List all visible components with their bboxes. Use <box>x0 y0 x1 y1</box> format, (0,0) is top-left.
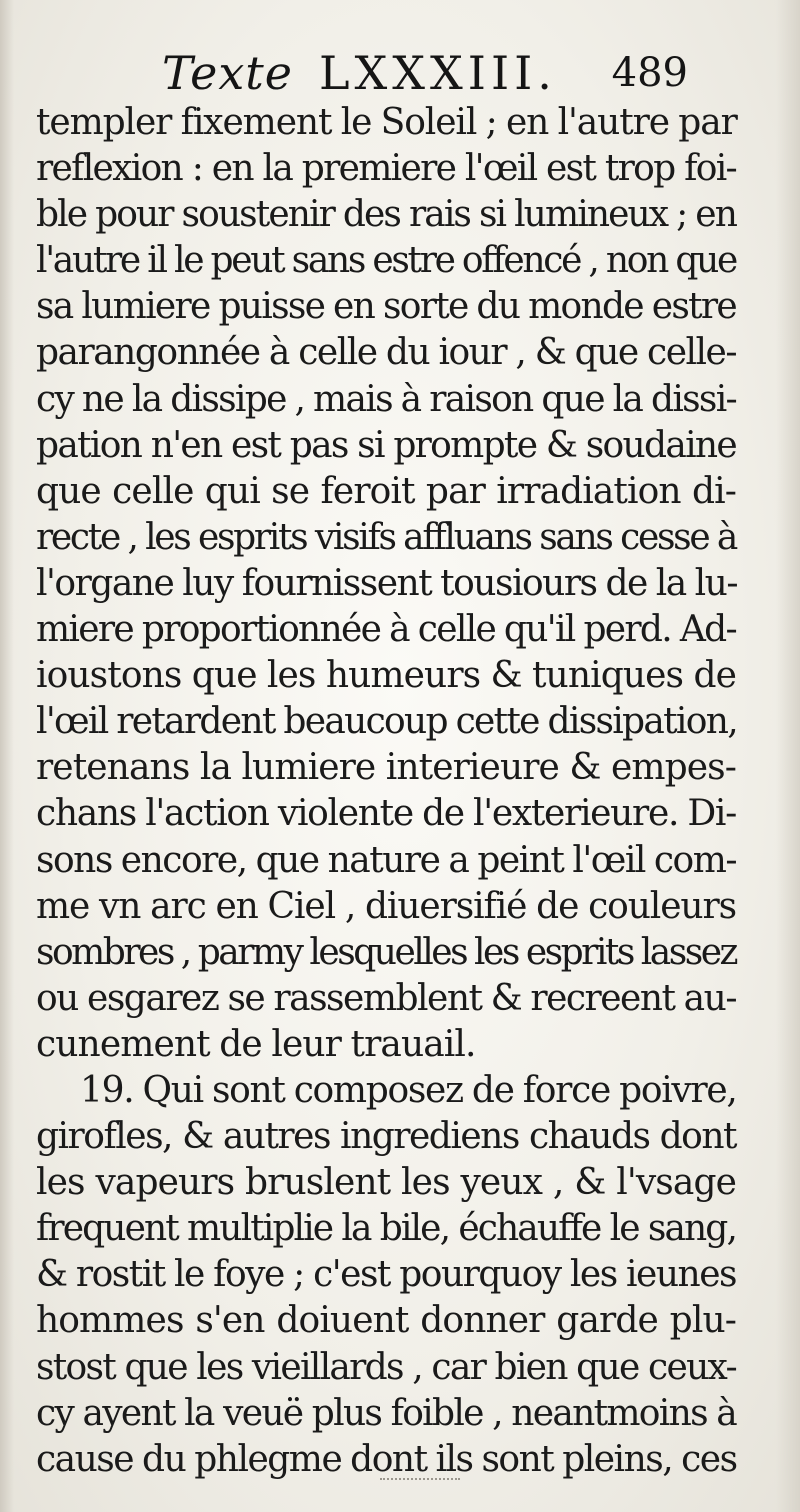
text-line: ioustons que les humeurs & tuniques de <box>36 655 736 697</box>
text-line-paragraph-end: cunement de leur trauail. <box>36 1023 476 1065</box>
text-line-note-start: 19. Qui sont composez de force poivre, <box>80 1069 737 1111</box>
text-line: l'organe luy fournissent tousiours de la lu- <box>36 562 738 604</box>
text-line: hommes s'en doiuent donner garde plu- <box>36 1300 736 1342</box>
text-line: chans l'action violente de l'exterieure. Di- <box>36 793 736 835</box>
bottom-decoration <box>380 1478 460 1486</box>
text-line: frequent multiplie la bile, échauffe le sang, <box>36 1208 736 1250</box>
body-text <box>36 100 736 1483</box>
page-edge-shadow-left <box>0 0 14 1512</box>
text-line: miere proportionnée à celle qu'il perd. Ad- <box>36 609 736 651</box>
text-line: me vn arc en Ciel , diuersifié de couleurs <box>36 885 736 927</box>
text-line: girofles, & autres ingrediens chauds dont <box>36 1116 736 1158</box>
text-line: sons encore, que nature a peint l'œil com- <box>36 839 736 881</box>
text-line: ou esgarez se rassemblent & recreent au- <box>36 977 736 1019</box>
text-line: parangonnée à celle du iour , & que celle- <box>36 332 736 374</box>
text-line: l'autre il le peut sans estre offencé , non que <box>36 240 736 282</box>
text-line: retenans la lumiere interieure & empes- <box>36 747 736 789</box>
text-line: l'œil retardent beaucoup cette dissipation, <box>36 701 737 743</box>
text-line: pation n'en est pas si prompte & soudaine <box>36 424 736 466</box>
page-number: 489 <box>611 50 688 96</box>
text-line: que celle qui se feroit par irradiation di- <box>36 470 736 512</box>
text-line: reflexion : en la premiere l'œil est trop foi- <box>36 148 736 190</box>
running-title-number: LXXXIII. <box>318 46 557 100</box>
text-line: les vapeurs bruslent les yeux , & l'vsage <box>36 1162 736 1204</box>
text-line: cause du phlegme dont ils sont pleins, ces <box>36 1438 737 1480</box>
page-edge-shadow-right <box>776 0 800 1512</box>
text-line: ble pour soustenir des rais si lumineux ; en <box>36 194 736 236</box>
text-line: stost que les vieillards , car bien que ceux- <box>36 1346 736 1388</box>
text-line: cy ne la dissipe , mais à raison que la dissi- <box>36 378 736 420</box>
text-line: cy ayent la veuë plus foible , neantmoins à <box>36 1392 736 1434</box>
text-line: recte , les esprits visifs affluans sans cesse à <box>36 516 736 558</box>
text-line: templer fixement le Soleil ; en l'autre par <box>36 102 737 143</box>
running-title <box>162 38 557 108</box>
text-line: sombres , parmy lesquelles les esprits lassez <box>36 931 736 973</box>
text-line: & rostit le foye ; c'est pourquoy les ieunes <box>36 1254 736 1296</box>
running-header <box>150 38 700 108</box>
text-line: sa lumiere puisse en sorte du monde estre <box>36 286 736 328</box>
running-title-word: Texte <box>162 46 293 100</box>
